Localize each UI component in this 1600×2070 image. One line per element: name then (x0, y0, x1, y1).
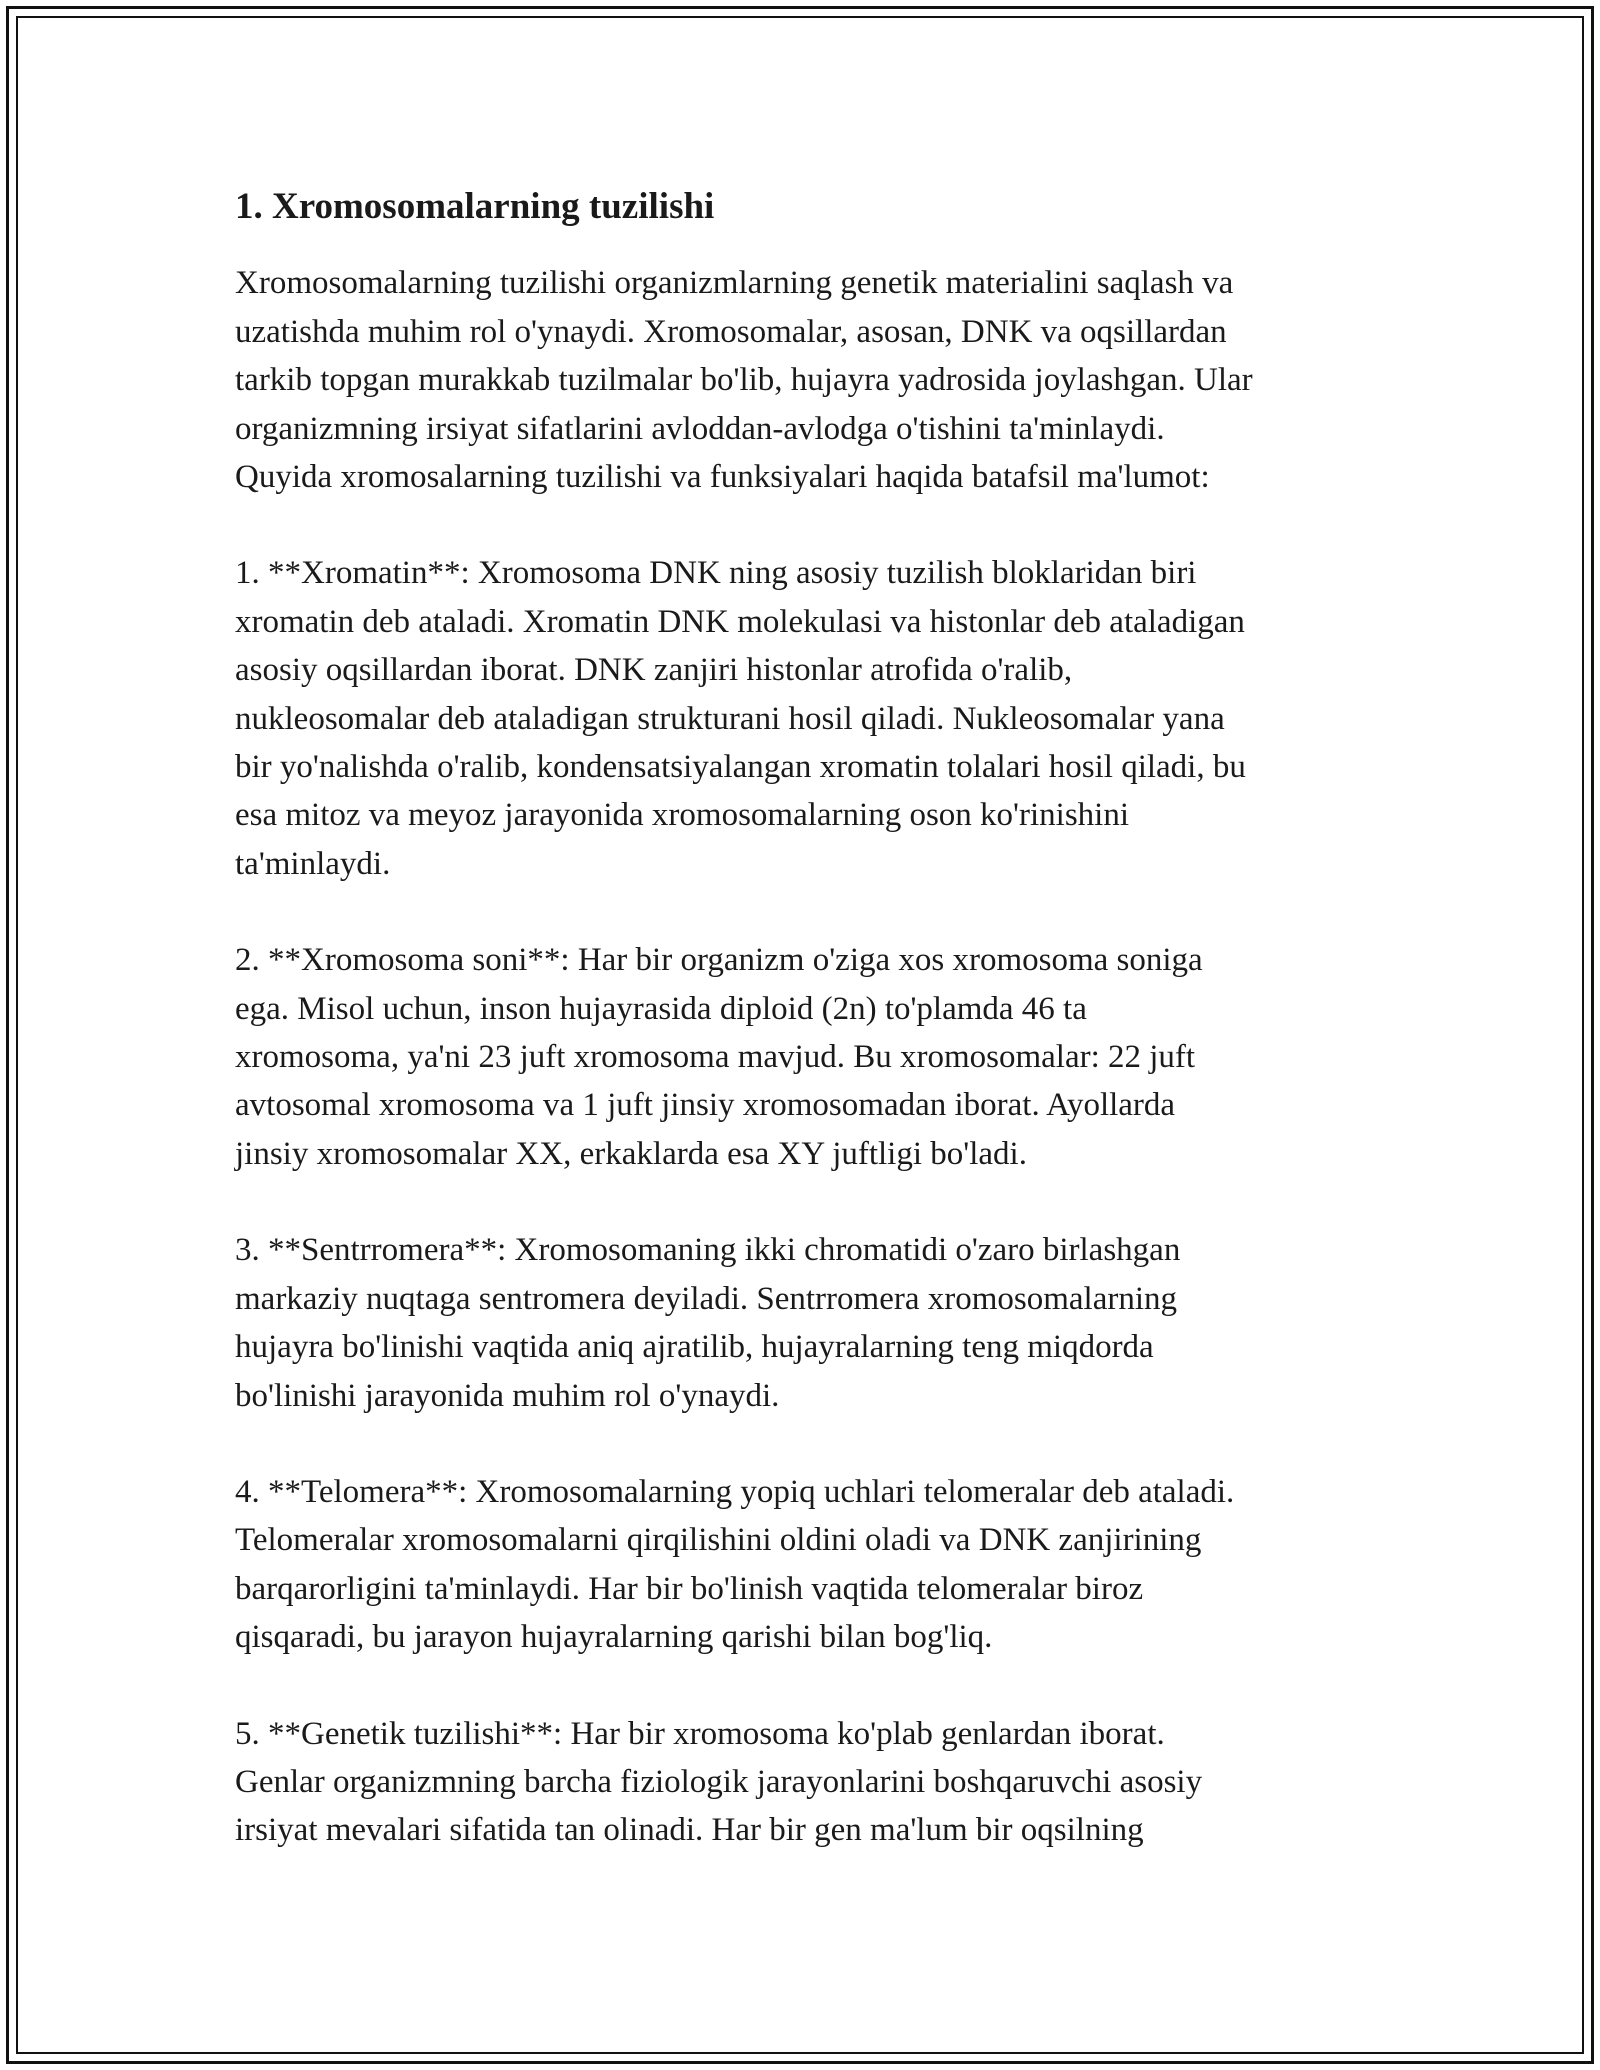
text-line: barqarorligini ta'minlaydi. Har bir bo'linish vaqtida telomeralar biroz (235, 1570, 1144, 1607)
text-line: 5. **Genetik tuzilishi**: Har bir xromosoma ko'plab genlardan iborat. (235, 1715, 1165, 1752)
text-line: bir yo'nalishda o'ralib, kondensatsiyalangan xromatin tolalari hosil qiladi, bu (235, 749, 1246, 786)
text-line: avtosomal xromosoma va 1 juft jinsiy xromosomadan iborat. Ayollarda (235, 1087, 1176, 1124)
text-line: tarkib topgan murakkab tuzilmalar bo'lib, hujayra yadrosida joylashgan. Ular (235, 362, 1253, 399)
text-line: organizmning irsiyat sifatlarini avloddan-avlodga o'tishini ta'minlaydi. (235, 410, 1165, 447)
text-line: 1. **Xromatin**: Xromosoma DNK ning asosiy tuzilish bloklaridan biri (235, 555, 1197, 592)
xromatin-paragraph (235, 549, 1385, 888)
xromosoma-soni-paragraph (235, 936, 1385, 1178)
text-line: Telomeralar xromosomalarni qirqilishini oldini oladi va DNK zanjirining (235, 1522, 1202, 1559)
text-line: markaziy nuqtaga sentromera deyiladi. Sentrromera xromosomalarning (235, 1280, 1178, 1317)
text-line: Quyida xromosalarning tuzilishi va funksiyalari haqida batafsil ma'lumot: (235, 459, 1210, 496)
text-line: 4. **Telomera**: Xromosomalarning yopiq uchlari telomeralar deb ataladi. (235, 1473, 1235, 1510)
text-line: asosiy oqsillardan iborat. DNK zanjiri histonlar atrofida o'ralib, (235, 652, 1073, 689)
text-line: nukleosomalar deb ataladigan strukturani hosil qiladi. Nukleosomalar yana (235, 700, 1225, 737)
text-line: bo'linishi jarayonida muhim rol o'ynaydi. (235, 1377, 780, 1414)
text-line: qisqaradi, bu jarayon hujayralarning qarishi bilan bog'liq. (235, 1619, 993, 1656)
text-line: hujayra bo'linishi vaqtida aniq ajratilib, hujayralarning teng miqdorda (235, 1329, 1154, 1366)
text-line: uzatishda muhim rol o'ynaydi. Xromosomalar, asosan, DNK va oqsillardan (235, 313, 1227, 350)
text-line: xromatin deb ataladi. Xromatin DNK molekulasi va histonlar deb ataladigan (235, 603, 1245, 640)
genetik-tuzilishi-paragraph (235, 1710, 1385, 1855)
text-line: jinsiy xromosomalar XX, erkaklarda esa XY juftligi bo'ladi. (235, 1135, 1027, 1172)
intro-paragraph (235, 259, 1385, 501)
text-line: ega. Misol uchun, inson hujayrasida diploid (2n) to'plamda 46 ta (235, 990, 1087, 1027)
text-line: irsiyat mevalari sifatida tan olinadi. Har bir gen ma'lum bir oqsilning (235, 1812, 1144, 1849)
text-line: esa mitoz va meyoz jarayonida xromosomalarning oson ko'rinishini (235, 797, 1129, 834)
sentrromera-paragraph (235, 1226, 1385, 1420)
text-line: Genlar organizmning barcha fiziologik jarayonlarini boshqaruvchi asosiy (235, 1763, 1203, 1800)
text-line: xromosoma, ya'ni 23 juft xromosoma mavjud. Bu xromosomalar: 22 juft (235, 1039, 1196, 1076)
document-body (235, 185, 1385, 1903)
text-line: Xromosomalarning tuzilishi organizmlarning genetik materialini saqlash va (235, 265, 1234, 302)
telomera-paragraph (235, 1468, 1385, 1662)
text-line: 3. **Sentrromera**: Xromosomaning ikki chromatidi o'zaro birlashgan (235, 1232, 1181, 1269)
text-line: 2. **Xromosoma soni**: Har bir organizm o'ziga xos xromosoma soniga (235, 942, 1203, 979)
text-line: ta'minlaydi. (235, 845, 391, 882)
section-heading: 1. Xromosomalarning tuzilishi (235, 186, 715, 227)
